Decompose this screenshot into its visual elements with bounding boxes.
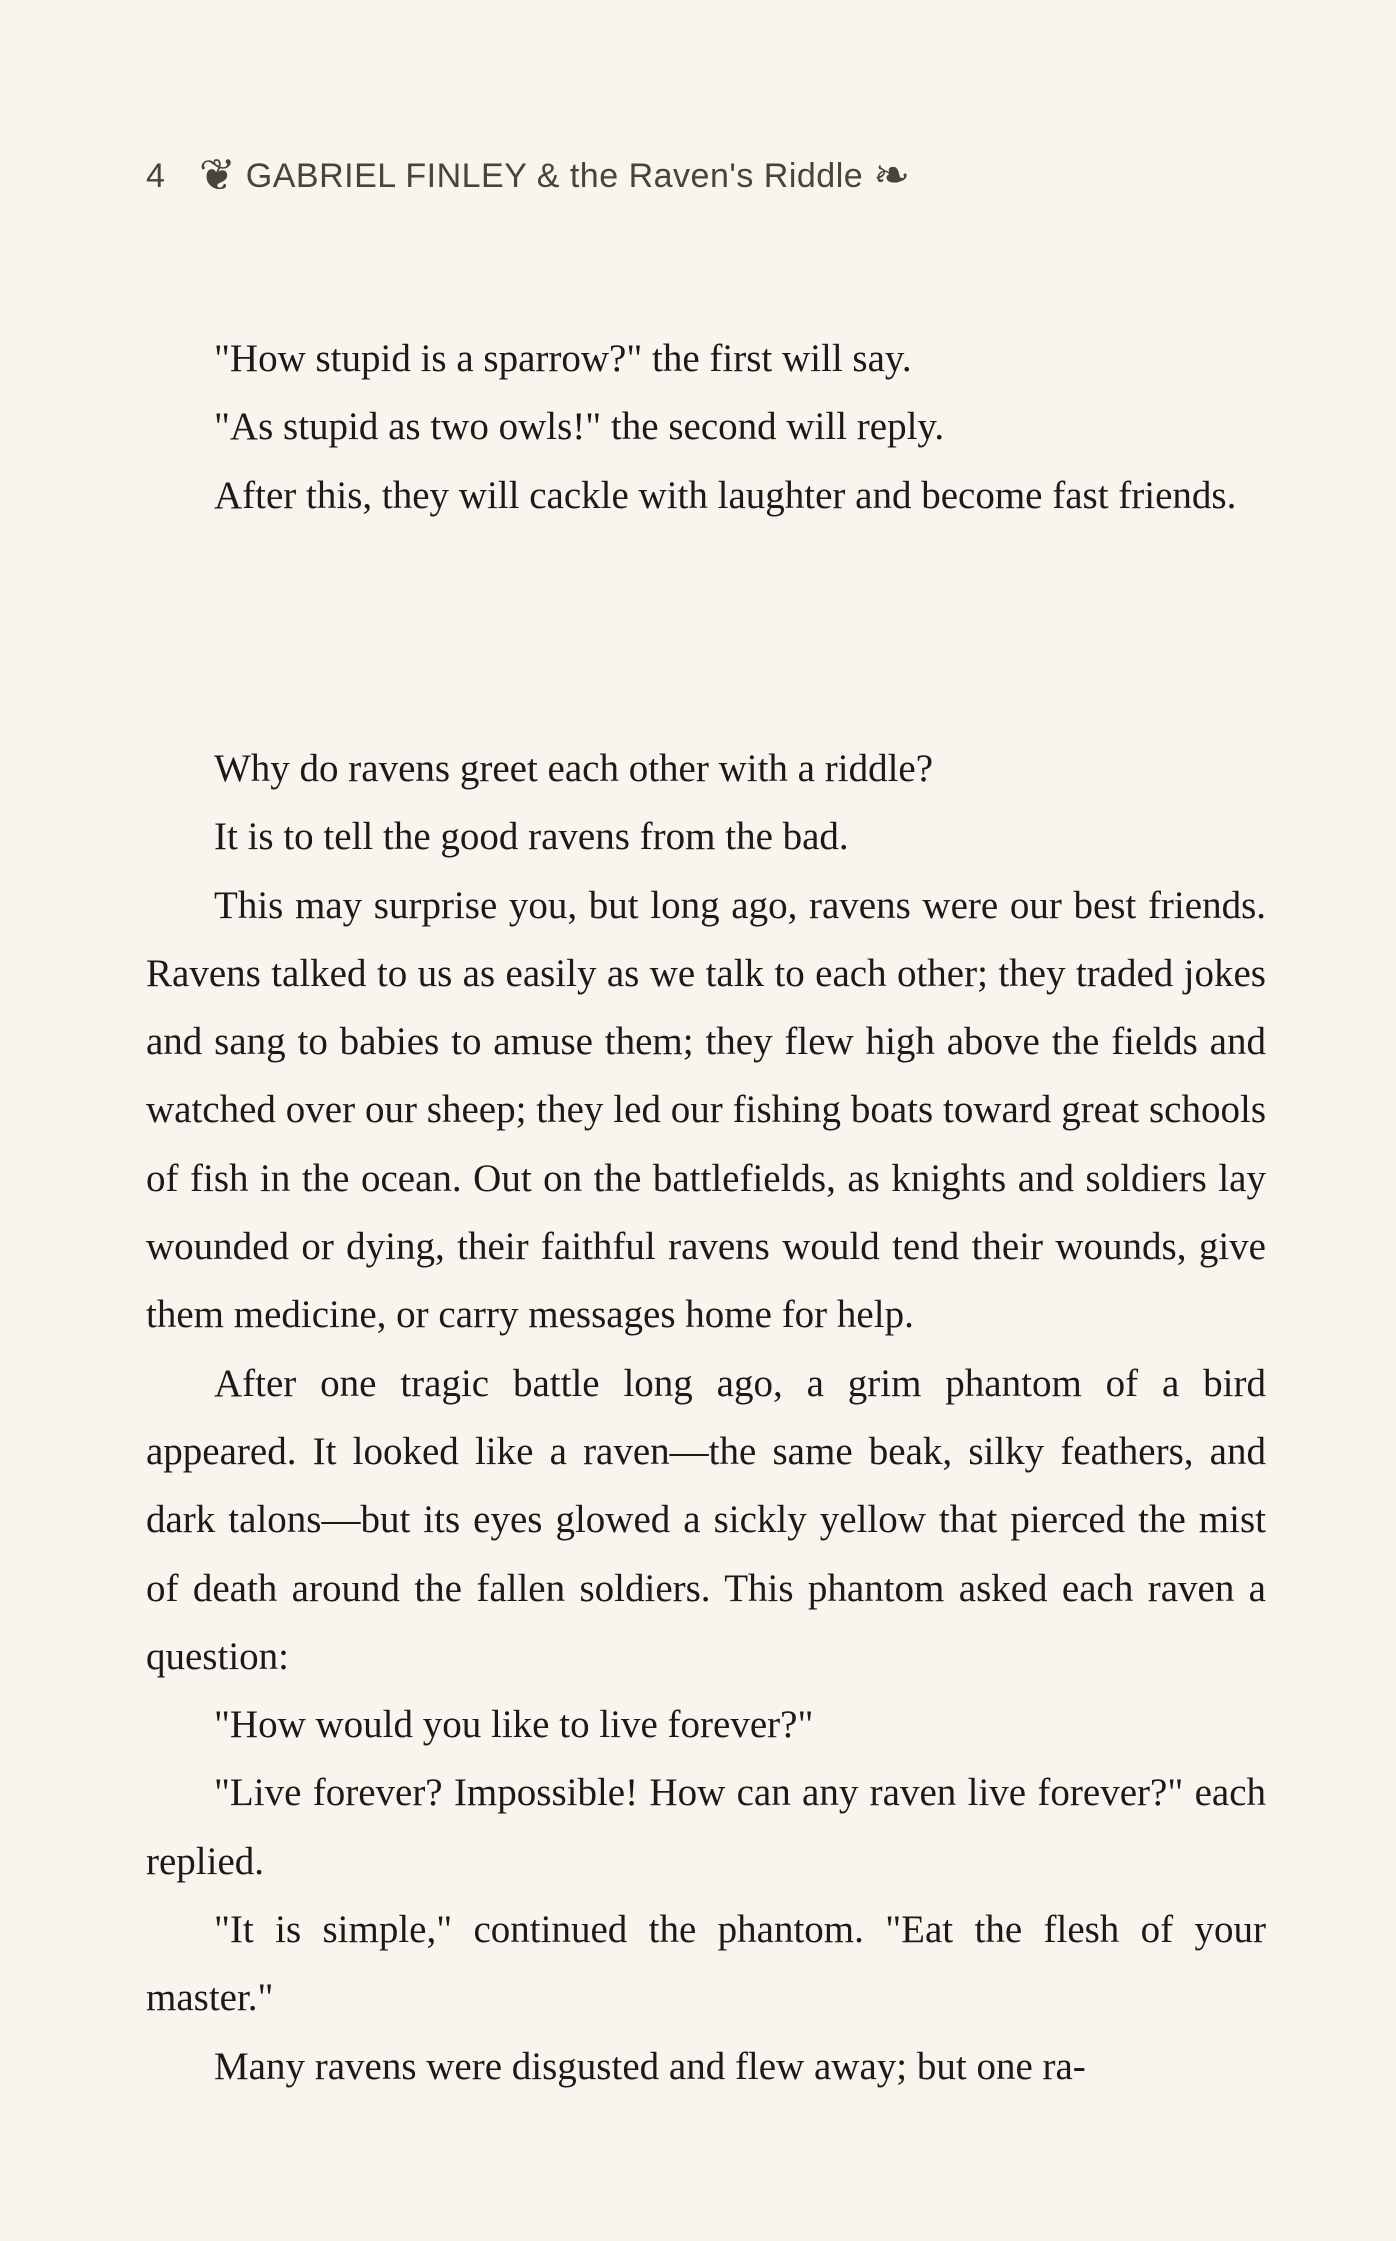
paragraph: After one tragic battle long ago, a grim phantom of a bird appeared. It looked like a raven—the same beak, silky feathers, and dark talons—but its eyes glowed a sickly yellow that pierced the mist of death around the fallen soldiers. This phantom asked each raven a question:	[146, 1361, 1266, 1678]
paragraph: This may surprise you, but long ago, ravens were our best friends. Ravens talked to us as easily as we talk to each other; they traded jokes and sang to babies to amuse them; they flew high above the fields and watched over our sheep; they led our fishing boats toward great schools of fish in the ocean. Out on the battlefields, as knights and soldiers lay wounded or dying, their faithful ravens would tend their wounds, give them medicine, or carry messages home for help.	[146, 883, 1266, 1337]
page-number: 4	[146, 156, 165, 195]
book-title: GABRIEL FINLEY & the Raven's Riddle	[245, 156, 864, 195]
paragraph: "Live forever? Impossible! How can any raven live forever?" each replied.	[146, 1771, 1266, 1883]
paragraph: It is to tell the good ravens from the bad.	[214, 815, 849, 859]
text-section-2	[146, 735, 1266, 2101]
running-head	[146, 152, 910, 200]
paragraph: "How stupid is a sparrow?" the first will say.	[214, 337, 912, 380]
paragraph: Why do ravens greet each other with a riddle?	[214, 747, 934, 790]
paragraph: "As stupid as two owls!" the second will reply.	[214, 405, 945, 449]
paragraph: "How would you like to live forever?"	[214, 1703, 814, 1747]
paragraph: After this, they will cackle with laughter and become fast friends.	[214, 473, 1237, 517]
fleuron-left-icon: ❦	[198, 150, 236, 201]
paragraph: "It is simple," continued the phantom. "Eat the flesh of your master."	[146, 1908, 1266, 2020]
paragraph: Many ravens were disgusted and flew away; but one ra-	[214, 2044, 1086, 2088]
fleuron-right-icon: ❧	[873, 150, 911, 201]
text-section-1	[146, 325, 1266, 530]
